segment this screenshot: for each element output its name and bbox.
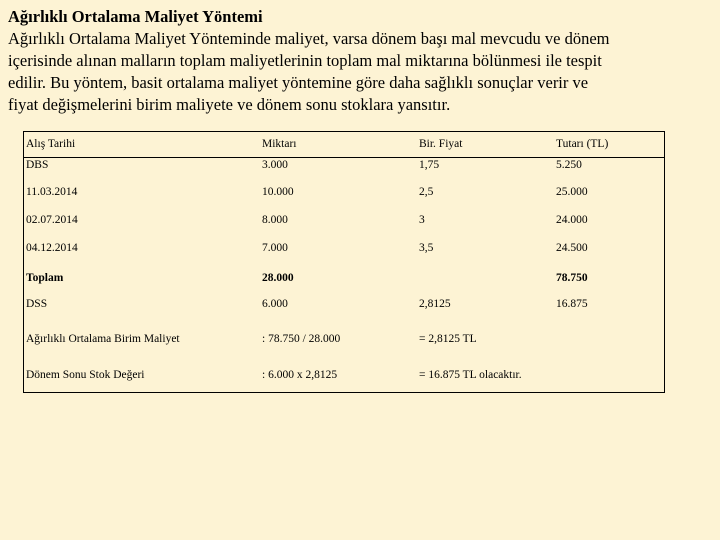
- row-dbs-unit-price: 1,75: [419, 159, 440, 171]
- total-label: Toplam: [26, 272, 64, 284]
- total-amount: 78.750: [556, 272, 588, 284]
- header-unit-price: Bir. Fiyat: [419, 138, 463, 150]
- row-1-date: 11.03.2014: [26, 186, 78, 198]
- row-2-quantity: 8.000: [262, 214, 288, 226]
- ending-stock-label: Dönem Sonu Stok Değeri: [26, 369, 145, 381]
- row-dss-date: DSS: [26, 298, 48, 310]
- row-dss-amount: 16.875: [556, 298, 588, 310]
- row-dbs-amount: 5.250: [556, 159, 582, 171]
- total-quantity: 28.000: [262, 272, 294, 284]
- paragraph-line: içerisinde alınan malların toplam maliyetlerinin toplam mal miktarına bölünmesi ile tespit: [8, 51, 602, 70]
- ending-stock-formula: : 6.000 x 2,8125: [262, 369, 338, 381]
- row-dbs-quantity: 3.000: [262, 159, 288, 171]
- header-quantity: Miktarı: [262, 138, 297, 150]
- page-title: Ağırlıklı Ortalama Maliyet Yöntemi: [8, 7, 263, 26]
- row-dss-unit-price: 2,8125: [419, 298, 451, 310]
- paragraph-line: fiyat değişmelerini birim maliyete ve dönem sonu stoklara yansıtır.: [8, 95, 451, 114]
- header-date: Alış Tarihi: [26, 138, 76, 150]
- row-3-date: 04.12.2014: [26, 242, 78, 254]
- row-1-amount: 25.000: [556, 186, 588, 198]
- row-dbs-date: DBS: [26, 159, 49, 171]
- row-1-quantity: 10.000: [262, 186, 294, 198]
- row-3-quantity: 7.000: [262, 242, 288, 254]
- row-dss-quantity: 6.000: [262, 298, 288, 310]
- description-paragraph: [8, 28, 708, 116]
- row-2-unit-price: 3: [419, 214, 425, 226]
- avg-unit-cost-formula: : 78.750 / 28.000: [262, 333, 341, 345]
- row-3-amount: 24.500: [556, 242, 588, 254]
- cost-table: [23, 131, 665, 393]
- header-amount: Tutarı (TL): [556, 138, 609, 150]
- paragraph-line: edilir. Bu yöntem, basit ortalama maliyet yöntemine göre daha sağlıklı sonuçlar verir ve: [8, 73, 589, 92]
- ending-stock-result: = 16.875 TL olacaktır.: [419, 369, 522, 381]
- row-2-amount: 24.000: [556, 214, 588, 226]
- avg-unit-cost-result: = 2,8125 TL: [419, 333, 477, 345]
- avg-unit-cost-label: Ağırlıklı Ortalama Birim Maliyet: [26, 333, 180, 345]
- row-1-unit-price: 2,5: [419, 186, 434, 198]
- row-2-date: 02.07.2014: [26, 214, 78, 226]
- paragraph-line: Ağırlıklı Ortalama Maliyet Yönteminde maliyet, varsa dönem başı mal mevcudu ve dönem: [8, 29, 610, 48]
- row-3-unit-price: 3,5: [419, 242, 434, 254]
